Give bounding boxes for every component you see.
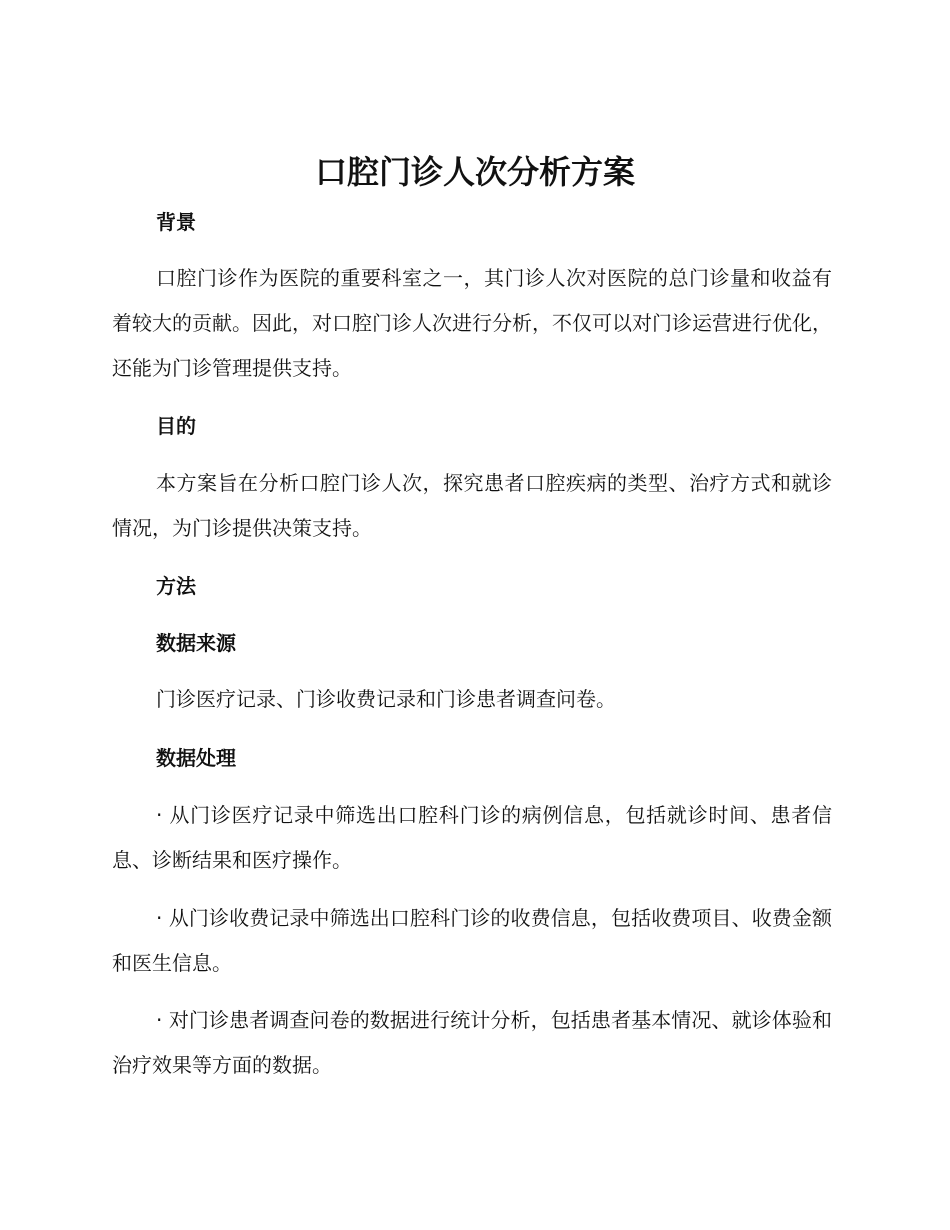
heading-purpose: 目的	[156, 414, 196, 438]
list-item: · 对门诊患者调查问卷的数据进行统计分析，包括患者基本情况、就诊体验和治疗效果等方面的数据。	[112, 1008, 832, 1077]
heading-background: 背景	[156, 210, 196, 234]
heading-data-processing: 数据处理	[156, 746, 236, 770]
heading-data-source: 数据来源	[156, 631, 236, 655]
paragraph-data-source: 门诊医疗记录、门诊收费记录和门诊患者调查问卷。	[156, 687, 616, 711]
paragraph-purpose: 本方案旨在分析口腔门诊人次，探究患者口腔疾病的类型、治疗方式和就诊情况，为门诊提供决策支持。	[112, 471, 832, 540]
document-title: 口腔门诊人次分析方案	[314, 153, 635, 191]
paragraph-background: 口腔门诊作为医院的重要科室之一，其门诊人次对医院的总门诊量和收益有着较大的贡献。因此，对口腔门诊人次进行分析，不仅可以对门诊运营进行优化，还能为门诊管理提供支持。	[112, 266, 832, 380]
list-item: · 从门诊医疗记录中筛选出口腔科门诊的病例信息，包括就诊时间、患者信息、诊断结果和医疗操作。	[112, 803, 832, 872]
heading-method: 方法	[156, 574, 196, 598]
list-item: · 从门诊收费记录中筛选出口腔科门诊的收费信息，包括收费项目、收费金额和医生信息。	[112, 906, 832, 975]
